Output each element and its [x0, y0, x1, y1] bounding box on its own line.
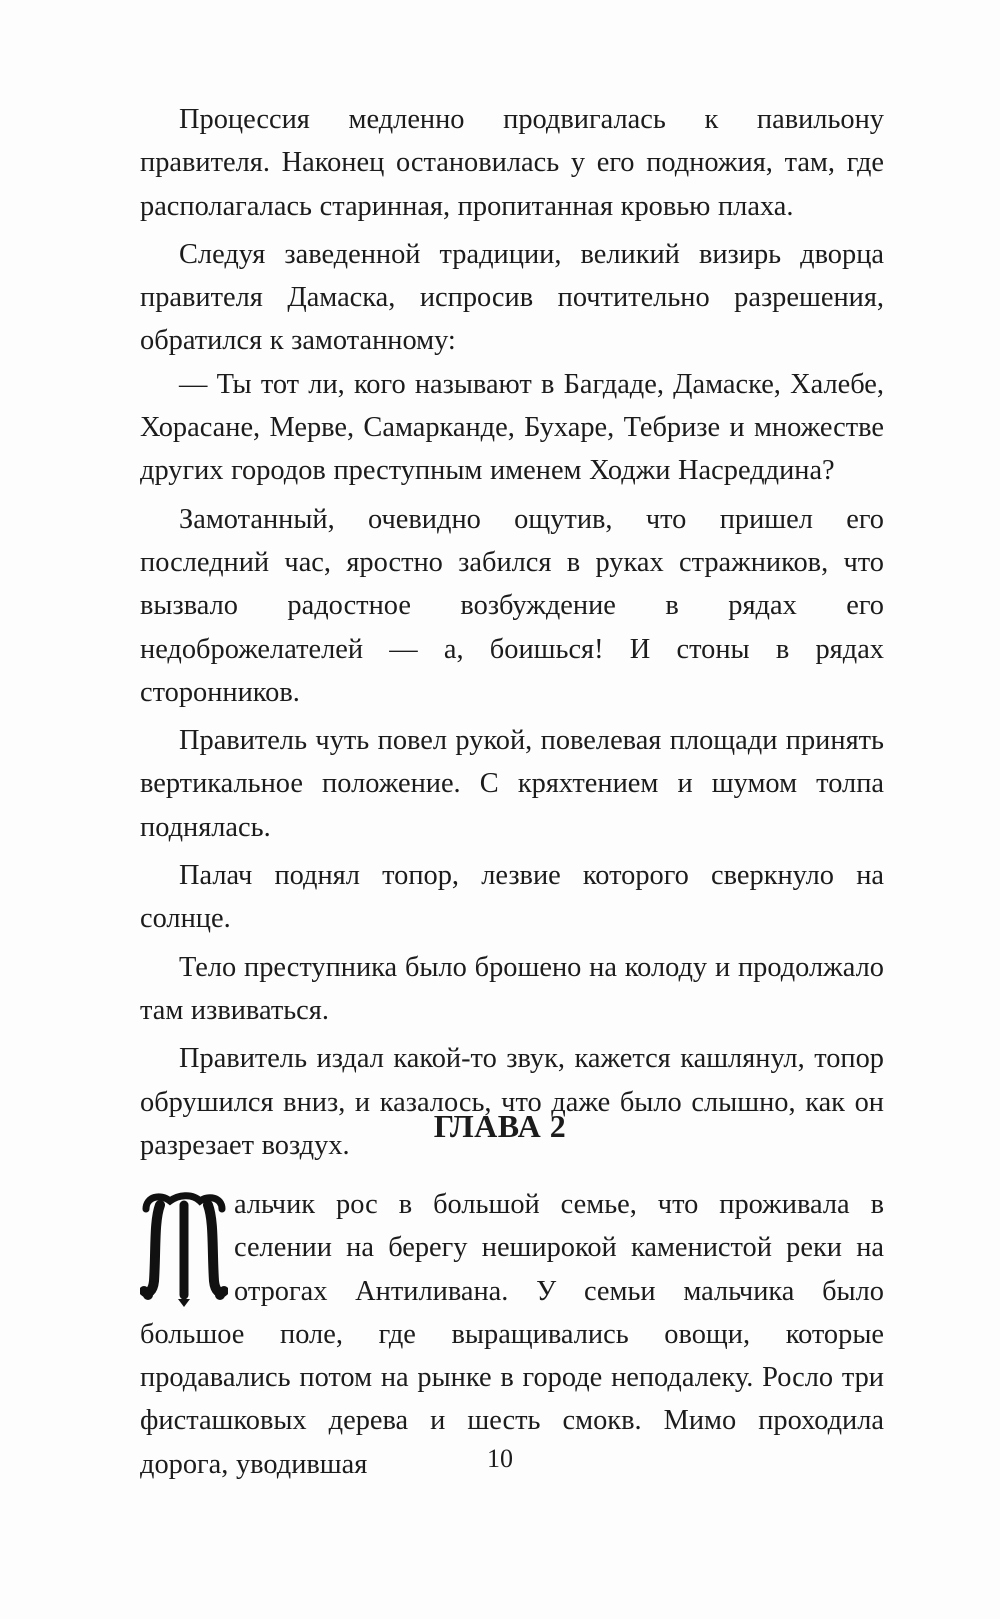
paragraph-ruler-gesture: Правитель чуть повел рукой, повелевая площади принять вертикальное положение. С кряхтением и шумом толпа поднялась.	[140, 725, 884, 843]
page-number: 10	[487, 1444, 513, 1473]
paragraph-vizier: Следуя заведенной традиции, великий визирь дворца правителя Дамаска, испросив почтительно разрешения, обратился к замотанному:	[140, 238, 884, 357]
ornamental-letter-m-icon	[140, 1191, 228, 1311]
chapter-2-opening	[140, 1183, 884, 1486]
chapter-2-first-paragraph: альчик рос в большой семье, что проживала в селении на берегу неширокой каменистой реки на отрогах Антиливана. У семьи мальчика было большое поле, где выращивались овощи, которые продавались потом на рынке в городе неподалеку. Росло три фисташковых дерева и шесть смокв. Мимо проходила дорога, уводившая	[140, 1189, 884, 1480]
paragraph-struggle: Замотанный, очевидно ощутив, что пришел его последний час, яростно забился в руках стражников, что вызвало радостное возбуждение в рядах его недоброжелателей — а, боишься! И стоны в рядах сторонников.	[140, 503, 884, 708]
chapter-1-ending	[140, 98, 884, 1167]
chapter-title: ГЛАВА 2	[433, 1108, 567, 1144]
paragraph-question: — Ты тот ли, кого называют в Багдаде, Дамаске, Халебе, Хорасане, Мерве, Самарканде, Бухаре, Тебризе и множестве других городов преступным именем Ходжи Насреддина?	[140, 368, 884, 487]
paragraph-axe-falls: Правитель издал какой-то звук, кажется кашлянул, топор обрушился вниз, и казалось, что даже было слышно, как он разрезает воздух.	[140, 1043, 884, 1161]
paragraph-procession: Процессия медленно продвигалась к павильону правителя. Наконец остановилась у его подножия, там, где располагалась старинная, пропитанная кровью плаха.	[140, 104, 884, 222]
paragraph-executioner: Палач поднял топор, лезвие которого сверкнуло на солнце.	[140, 860, 884, 935]
paragraph-block: Тело преступника было брошено на колоду и продолжало там извиваться.	[140, 951, 884, 1026]
drop-cap-letter	[140, 1191, 228, 1311]
